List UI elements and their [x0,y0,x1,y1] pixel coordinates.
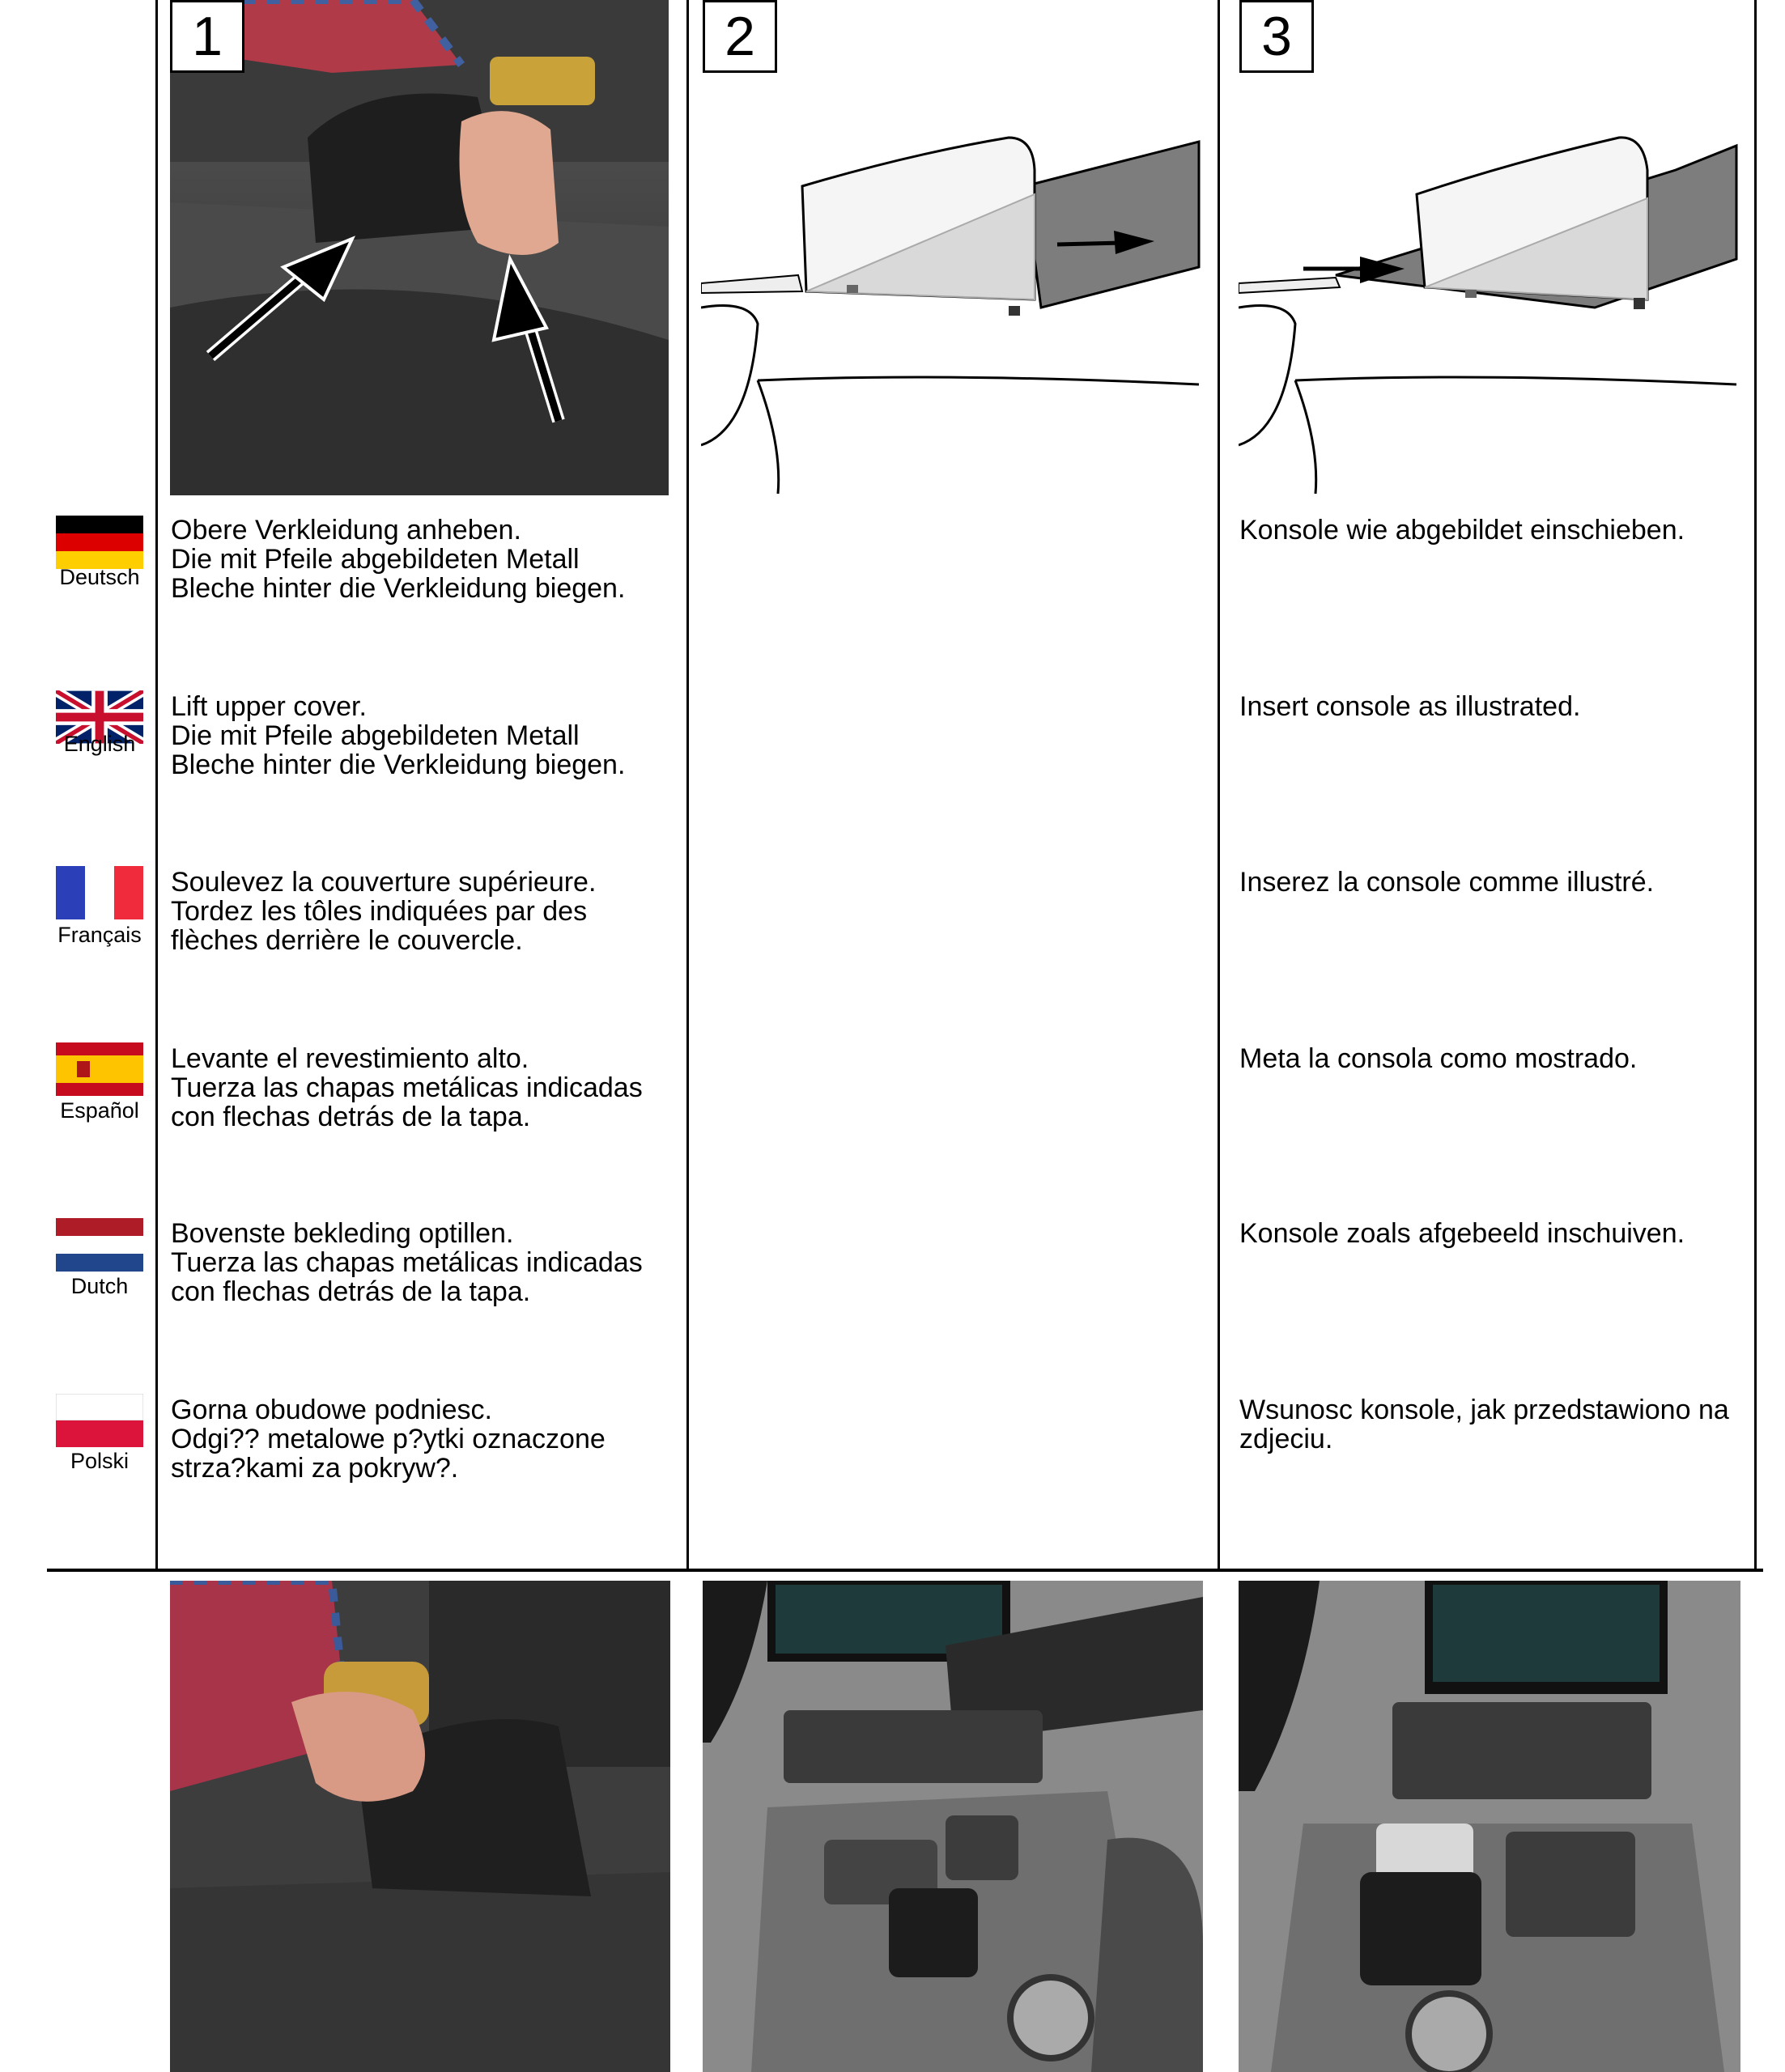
germany-flag-icon [56,516,143,569]
step1-text-espanol: Levante el revestimiento alto. Tuerza las chapas metálicas indicadas con flechas detrás de la tapa. [171,1043,643,1132]
result-photo-3 [1239,1581,1740,2072]
step2-illustration [701,105,1201,494]
step3-text-espanol: Meta la consola como mostrado. [1239,1043,1638,1074]
column-divider-3 [1218,0,1220,1570]
column-divider-1 [155,0,158,1570]
poland-flag-icon [56,1394,143,1447]
step1-text-deutsch: Obere Verkleidung anheben. Die mit Pfeile abgebildeten Metall Bleche hinter die Verkleidung biegen. [171,515,626,604]
step1-photo [170,0,669,495]
netherlands-flag-icon [56,1218,143,1272]
language-label-english: English [63,732,136,756]
step-number-1: 1 [170,0,244,73]
language-label-dutch: Dutch [70,1274,129,1298]
step3-text-deutsch: Konsole wie abgebildet einschieben. [1239,515,1685,546]
step1-text-francais: Soulevez la couverture supérieure. Tordez les tôles indiquées par des flèches derrière le couvercle. [171,867,597,956]
column-divider-2 [686,0,689,1570]
section-divider [47,1569,1763,1572]
result-photo-2 [703,1581,1203,2072]
step1-text-english: Lift upper cover. Die mit Pfeile abgebildeten Metall Bleche hinter die Verkleidung biegen. [171,691,626,780]
step-number-3: 3 [1239,0,1314,73]
step3-text-dutch: Konsole zoals afgebeeld inschuiven. [1239,1218,1685,1249]
step-number-2: 2 [703,0,777,73]
result-photo-1 [170,1581,670,2072]
language-label-francais: Français [57,923,142,947]
language-label-polski: Polski [70,1449,130,1473]
column-divider-4 [1754,0,1757,1570]
step3-text-polski: Wsunosc konsole, jak przedstawiono na zdjeciu. [1239,1395,1729,1454]
step1-text-dutch: Bovenste bekleding optillen. Tuerza las chapas metálicas indicadas con flechas detrás de la tapa. [171,1218,643,1307]
spain-flag-icon [56,1042,143,1096]
france-flag-icon [56,866,143,919]
step1-text-polski: Gorna obudowe podniesc. Odgi?? metalowe p?ytki oznaczone strza?kami za pokryw?. [171,1395,606,1484]
step3-text-francais: Inserez la console comme illustré. [1239,867,1655,898]
language-label-deutsch: Deutsch [59,565,140,589]
language-label-espanol: Español [60,1098,139,1123]
step3-illustration [1239,121,1740,494]
step3-text-english: Insert console as illustrated. [1239,691,1581,722]
